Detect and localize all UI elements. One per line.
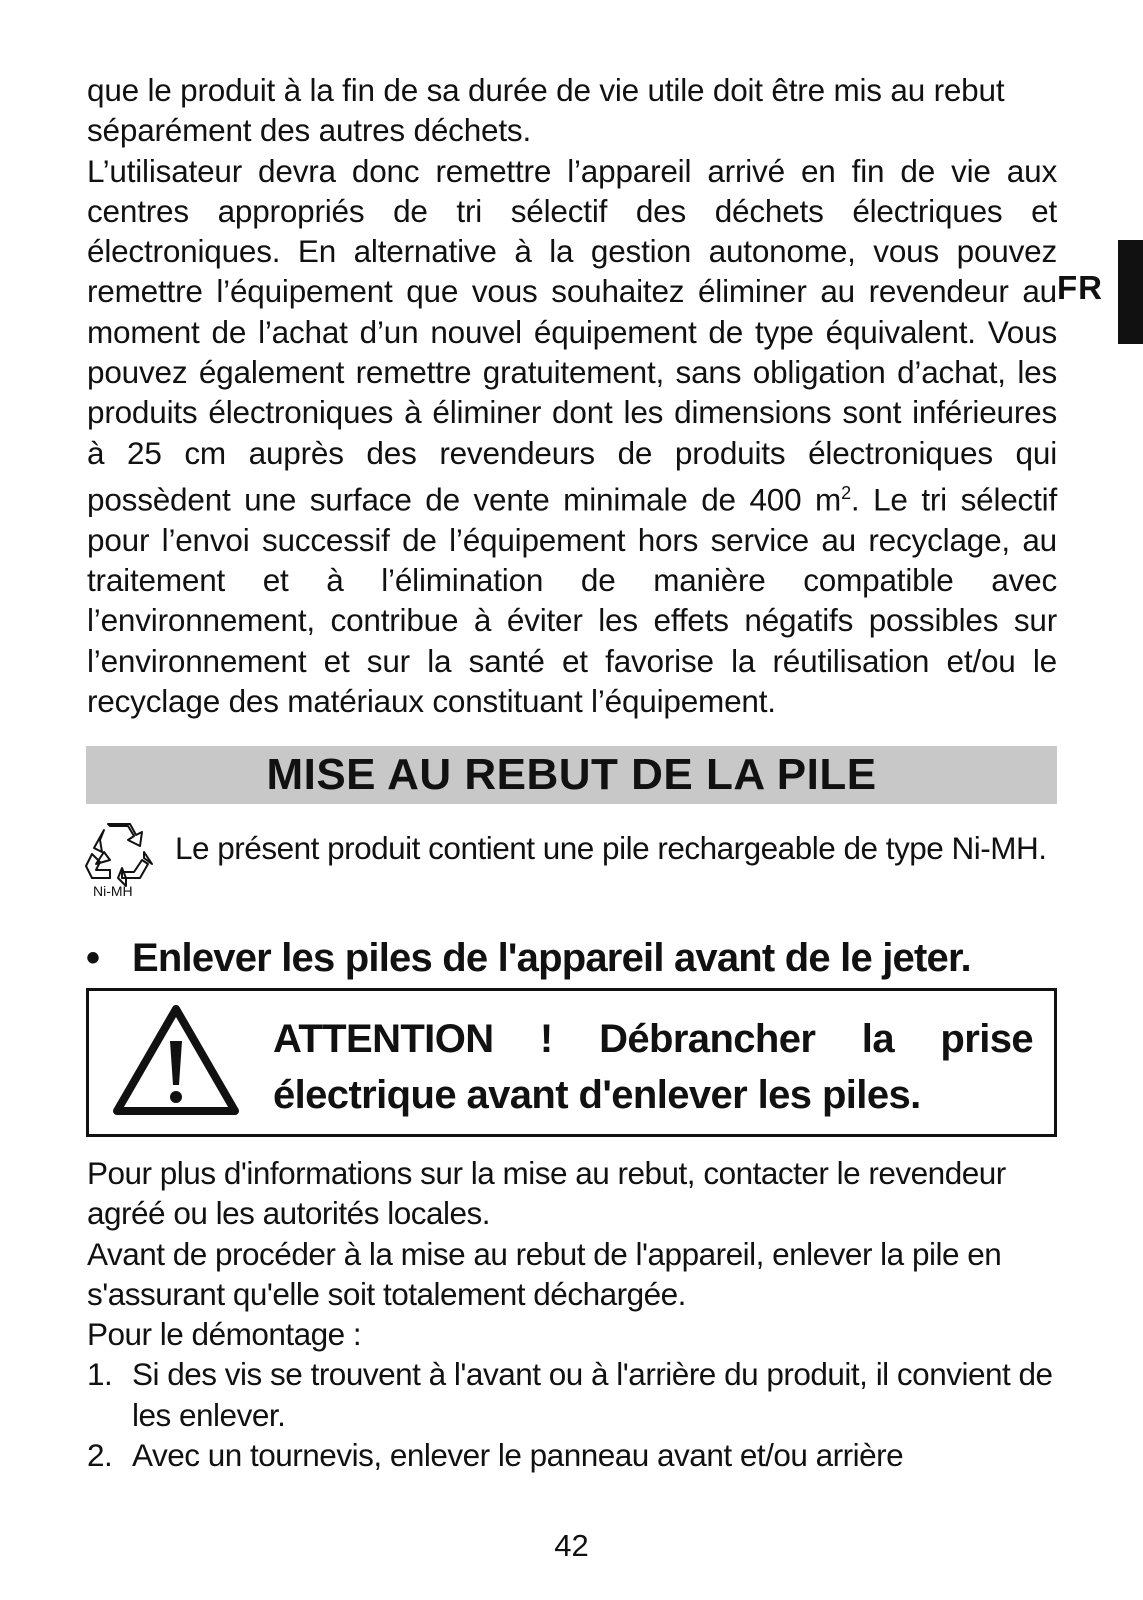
step-number: 1. bbox=[87, 1356, 113, 1393]
superscript-2: 2 bbox=[841, 482, 851, 503]
list-item bbox=[87, 1354, 1057, 1435]
remove-batteries-instruction bbox=[86, 934, 971, 982]
bullet-text: Enlever les piles de l'appareil avant de le jeter. bbox=[132, 936, 971, 980]
section-title: MISE AU REBUT DE LA PILE bbox=[86, 746, 1057, 804]
warning-text: ATTENTION ! Débrancher la prise électrique avant d'enlever les piles. bbox=[273, 1017, 1033, 1117]
disassembly-steps bbox=[87, 1354, 1057, 1475]
language-marker-bar bbox=[1118, 240, 1143, 344]
intro-paragraph-2-continued: . Le tri sélectif pour l’envoi successif de l’équipement hors service au recyclage, au traitement et à l’élimination de manière compatible avec l’environnement, contribue à éviter les effets négatifs possibles sur l’environnement et sur la santé et favorise la réutilisation et/ou le recyclage des matériaux constituant l’équipement. bbox=[87, 481, 1058, 719]
battery-type-text: Le présent produit contient une pile rechargeable de type Ni-MH. bbox=[175, 830, 1047, 866]
outro-text bbox=[87, 1153, 1057, 1475]
step-number: 2. bbox=[87, 1437, 113, 1474]
warning-box bbox=[86, 988, 1057, 1137]
recycle-label: Ni-MH bbox=[93, 883, 133, 899]
warning-triangle-icon bbox=[111, 1003, 241, 1117]
page-number: 42 bbox=[554, 1528, 589, 1563]
outro-paragraph-3: Pour le démontage : bbox=[87, 1316, 362, 1353]
step-text: Avec un tournevis, enlever le panneau avant et/ou arrière bbox=[132, 1437, 904, 1474]
intro-paragraph-1: que le produit à la fin de sa durée de vie utile doit être mis au rebut séparément des autres déchets. bbox=[87, 72, 1005, 149]
outro-paragraph-1: Pour plus d'informations sur la mise au rebut, contacter le revendeur agréé ou les autorités locales. bbox=[87, 1155, 1006, 1232]
intro-paragraph-2-text: L’utilisateur devra donc remettre l’appareil arrivé en fin de vie aux centres appropriés de tri sélectif des déchets électriques et électroniques. En alternative à la gestion autonome, vous pouvez remettre l’équipement que vous souhaitez éliminer au revendeur au moment de l’achat d’un nouvel équipement de type équivalent. Vous pouvez également remettre gratuitement, sans obligation d’achat, les produits électroniques à éliminer dont les dimensions sont inférieures à 25 cm auprès des revendeurs de produits électroniques qui possèdent une surface de vente minimale de 400 m bbox=[87, 152, 1057, 518]
step-text: Si des vis se trouvent à l'avant ou à l'arrière du produit, il convient de les enlever. bbox=[132, 1356, 1053, 1433]
intro-text bbox=[87, 70, 1057, 721]
bullet-symbol: • bbox=[86, 936, 100, 980]
outro-paragraph-2: Avant de procéder à la mise au rebut de l'appareil, enlever la pile en s'assurant qu'elle soit totalement déchargée. bbox=[87, 1235, 1002, 1312]
list-item bbox=[87, 1435, 1057, 1475]
intro-paragraph-2 bbox=[87, 151, 1057, 722]
language-tab: FR bbox=[1057, 269, 1103, 306]
